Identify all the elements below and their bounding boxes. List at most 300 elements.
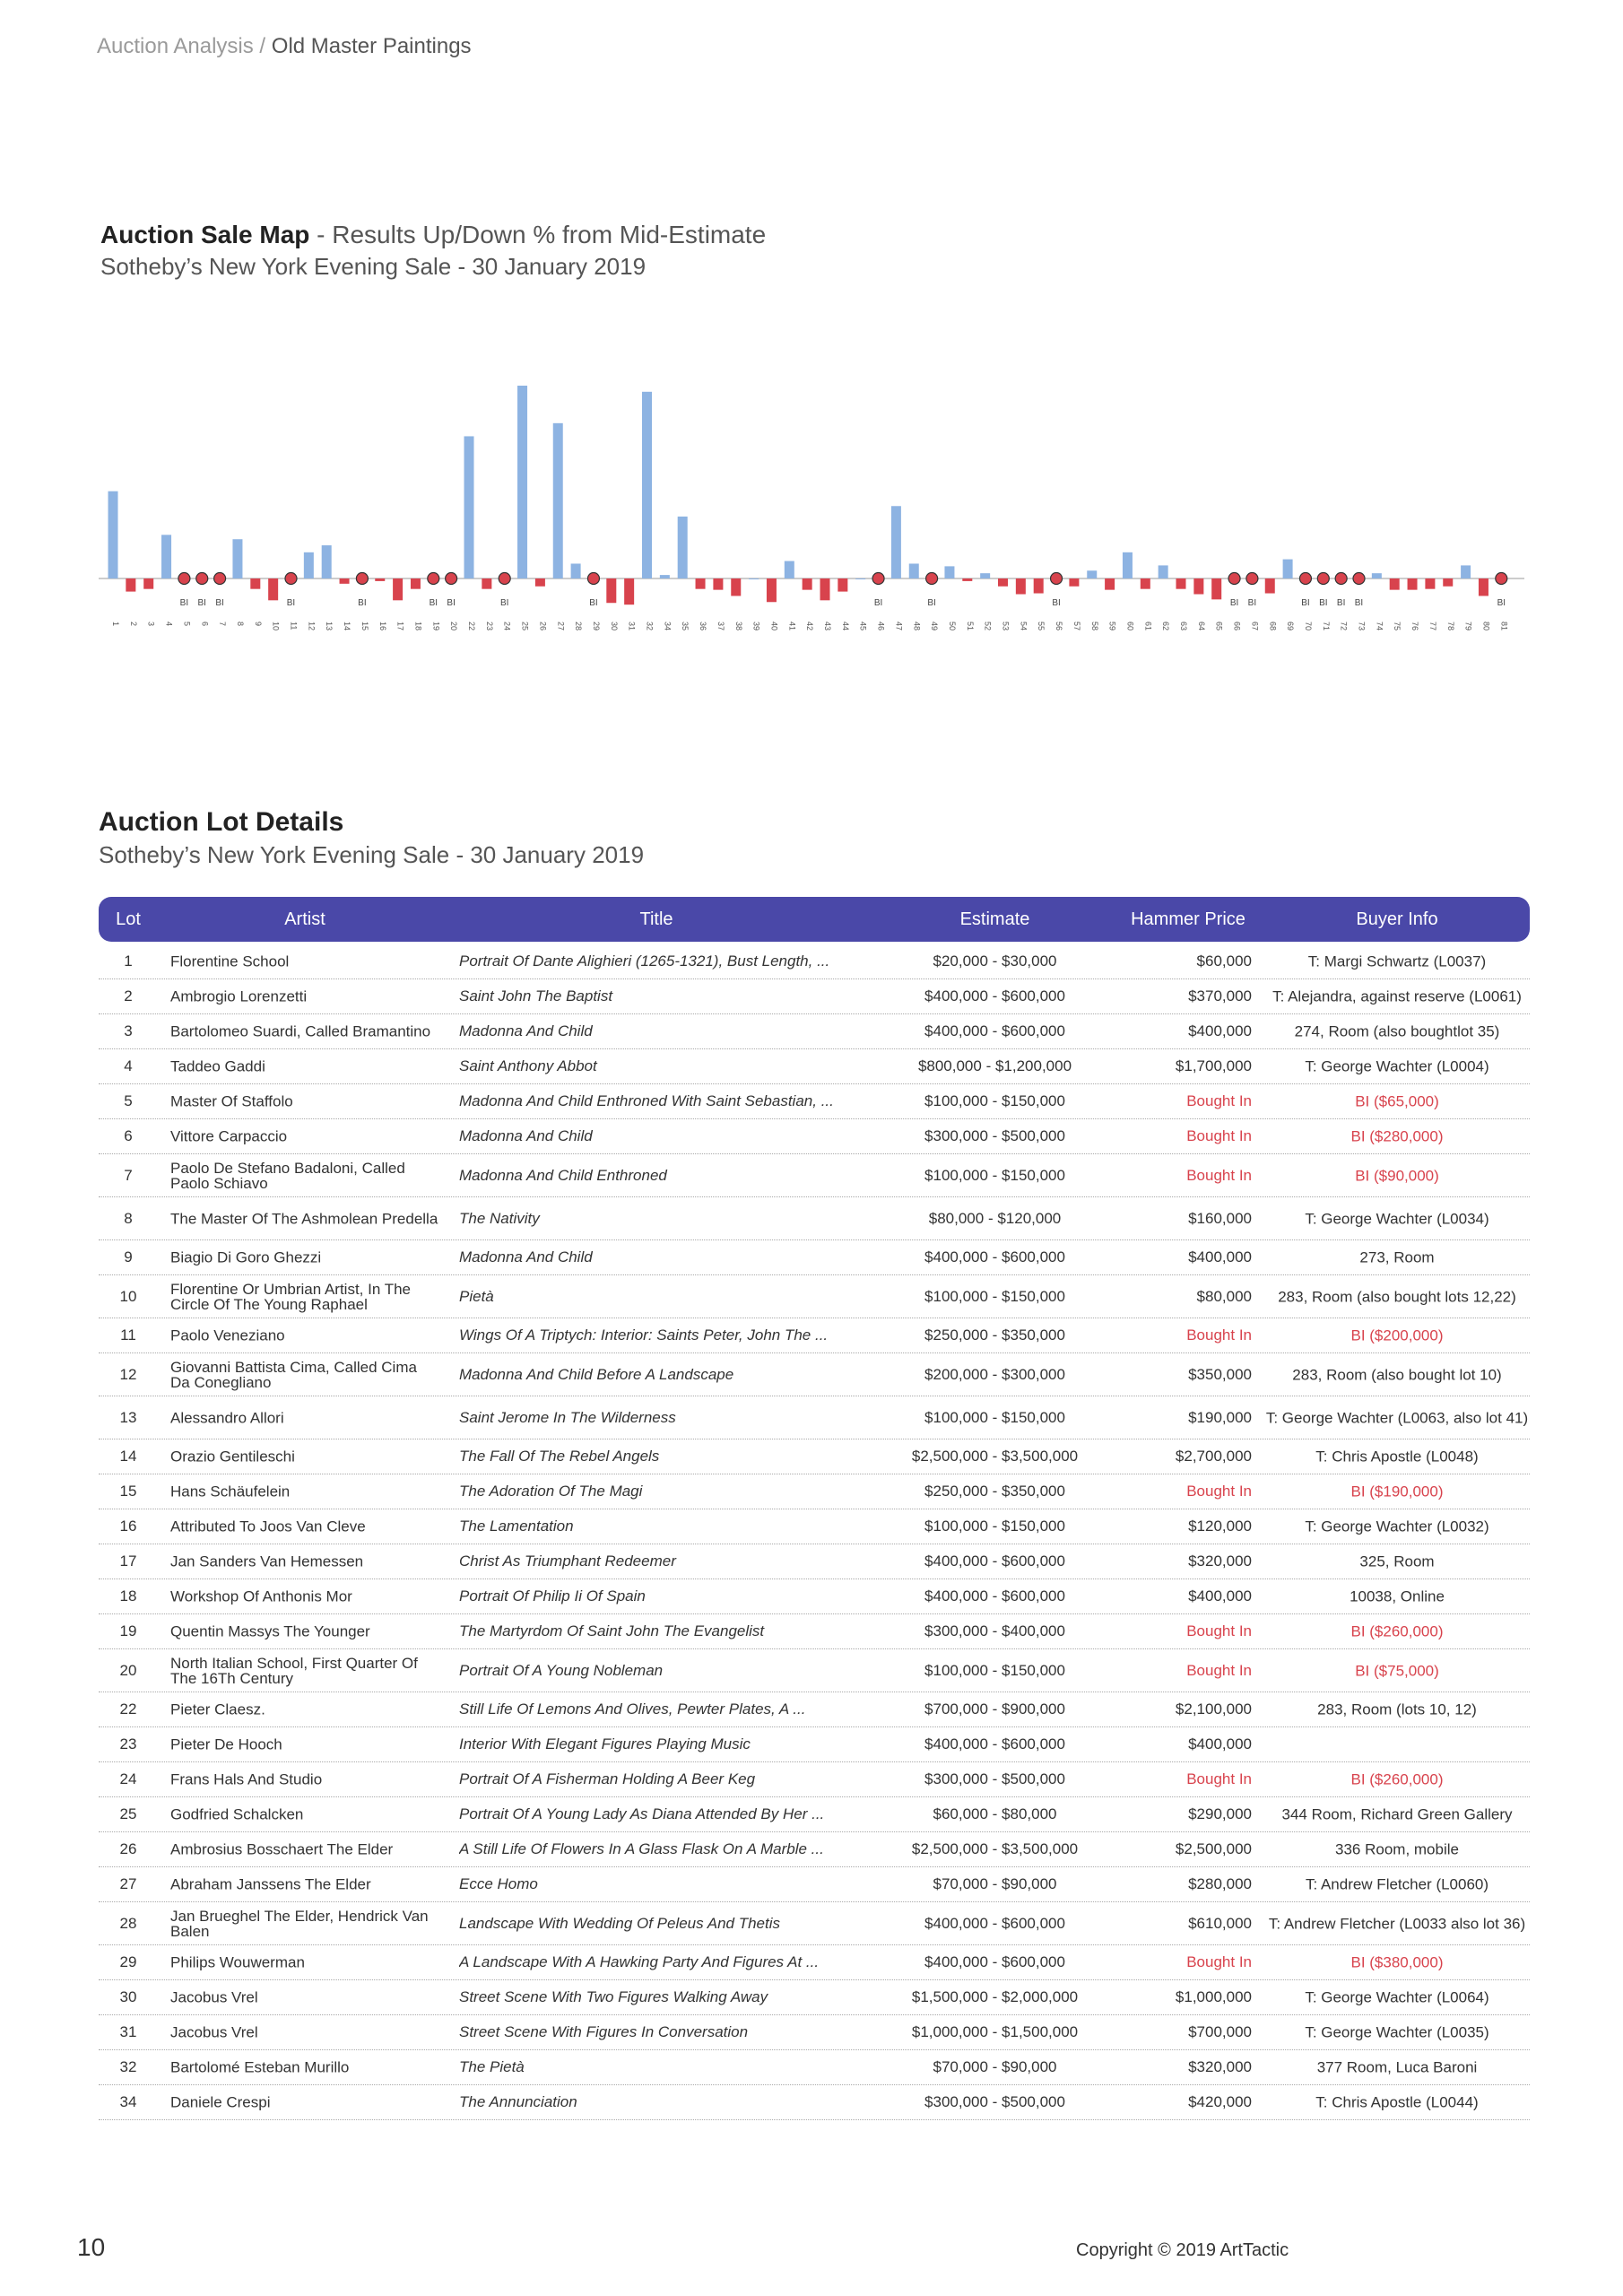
- bought-in-label: BI: [358, 598, 367, 608]
- header-lot: Lot: [116, 909, 141, 929]
- artist-cell: Quentin Massys The Younger: [170, 1622, 370, 1640]
- hammer-price-cell: $190,000: [1188, 1408, 1252, 1426]
- table-row: [99, 1049, 1530, 1084]
- x-tick-label: 25: [520, 622, 530, 631]
- bar: [962, 578, 972, 581]
- lot-cell: 32: [119, 2058, 137, 2075]
- x-tick-label: 19: [431, 622, 441, 631]
- title-cell: Still Life Of Lemons And Olives, Pewter Plates, A ...: [459, 1700, 806, 1718]
- x-tick-label: 24: [502, 622, 512, 631]
- buyer-info-cell: 344 Room, Richard Green Gallery: [1281, 1805, 1513, 1823]
- x-tick-label: 52: [983, 622, 993, 631]
- artist-cell: Alessandro Allori: [170, 1409, 284, 1426]
- bar: [411, 578, 421, 589]
- x-tick-label: 79: [1463, 622, 1473, 631]
- bought-in-label: BI: [589, 598, 598, 608]
- buyer-info-cell: 283, Room (lots 10, 12): [1317, 1700, 1477, 1718]
- bought-in-marker: [214, 573, 226, 585]
- bought-in-marker: [926, 573, 938, 585]
- bought-in-marker: [1317, 573, 1329, 585]
- lot-cell: 4: [124, 1057, 133, 1074]
- estimate-cell: $100,000 - $150,000: [924, 1166, 1065, 1184]
- title-cell: Landscape With Wedding Of Peleus And Thetis: [459, 1914, 780, 1932]
- hammer-price-cell: Bought In: [1186, 1326, 1252, 1344]
- x-tick-label: 51: [965, 622, 975, 631]
- x-tick-label: 7: [218, 622, 228, 627]
- title-cell: Christ As Triumphant Redeemer: [459, 1552, 676, 1570]
- bar: [696, 578, 706, 589]
- bar: [322, 545, 332, 578]
- bar: [1390, 578, 1400, 590]
- buyer-info-cell: 10038, Online: [1350, 1587, 1445, 1605]
- estimate-cell: $1,000,000 - $1,500,000: [911, 2023, 1079, 2040]
- hammer-price-cell: $400,000: [1188, 1587, 1252, 1605]
- bar: [749, 578, 759, 579]
- title-cell: Portrait Of Philip Ii Of Spain: [459, 1587, 646, 1605]
- x-tick-label: 74: [1375, 622, 1384, 631]
- x-tick-label: 29: [591, 622, 601, 631]
- x-tick-label: 58: [1089, 622, 1099, 631]
- bar: [464, 436, 474, 578]
- lot-cell: 20: [119, 1661, 137, 1679]
- bought-in-marker: [1335, 573, 1347, 585]
- x-tick-label: 43: [823, 622, 832, 631]
- x-tick-label: 62: [1161, 622, 1171, 631]
- hammer-price-cell: $400,000: [1188, 1248, 1252, 1265]
- hammer-price-cell: Bought In: [1186, 1483, 1252, 1500]
- estimate-cell: $400,000 - $600,000: [924, 1587, 1065, 1605]
- x-tick-label: 76: [1410, 622, 1420, 631]
- estimate-cell: $400,000 - $600,000: [924, 987, 1065, 1004]
- x-tick-label: 28: [574, 622, 584, 631]
- hammer-price-cell: $60,000: [1196, 952, 1252, 970]
- bar: [838, 578, 847, 592]
- hammer-price-cell: $370,000: [1188, 987, 1252, 1004]
- table-row: [99, 1945, 1530, 1980]
- title-cell: Street Scene With Two Figures Walking Away: [459, 1988, 768, 2005]
- table-row: [99, 1197, 1530, 1240]
- buyer-info-cell: BI ($75,000): [1355, 1662, 1439, 1679]
- table-row: [99, 1439, 1530, 1474]
- buyer-info-cell: T: George Wachter (L0035): [1305, 2023, 1489, 2041]
- x-tick-label: 31: [627, 622, 637, 631]
- lot-cell: 1: [124, 952, 133, 970]
- lot-cell: 31: [119, 2023, 137, 2040]
- lot-cell: 25: [119, 1805, 137, 1822]
- bar: [232, 539, 242, 578]
- x-tick-label: 55: [1037, 622, 1046, 631]
- x-tick-label: 3: [146, 622, 156, 627]
- bought-in-label: BI: [1247, 598, 1257, 608]
- bar: [1283, 560, 1293, 578]
- hammer-price-cell: $350,000: [1188, 1365, 1252, 1383]
- title-cell: Portrait Of A Young Nobleman: [459, 1661, 664, 1679]
- hammer-price-cell: $1,700,000: [1175, 1057, 1252, 1074]
- x-tick-label: 39: [751, 622, 761, 631]
- title-cell: The Fall Of The Rebel Angels: [459, 1448, 660, 1465]
- x-tick-label: 11: [289, 622, 299, 631]
- table-row: [99, 1014, 1530, 1049]
- table-row: [99, 1275, 1530, 1318]
- artist-cell: Jan Sanders Van Hemessen: [170, 1552, 364, 1570]
- hammer-price-cell: $2,500,000: [1175, 1840, 1252, 1857]
- bar: [1176, 578, 1186, 589]
- lot-cell: 34: [119, 2093, 137, 2110]
- lot-cell: 5: [124, 1092, 133, 1109]
- buyer-info-cell: T: Chris Apostle (L0044): [1315, 2093, 1479, 2111]
- x-tick-label: 38: [733, 622, 743, 631]
- lot-cell: 13: [119, 1408, 137, 1426]
- bar: [1034, 578, 1044, 594]
- lot-cell: 30: [119, 1988, 137, 2005]
- x-tick-label: 45: [858, 622, 868, 631]
- table-row: [99, 1318, 1530, 1353]
- table-row: [99, 1119, 1530, 1154]
- x-tick-label: 37: [716, 622, 725, 631]
- x-tick-label: 44: [840, 622, 850, 631]
- x-tick-label: 26: [538, 622, 548, 631]
- title-cell: The Annunciation: [459, 2093, 577, 2110]
- x-tick-label: 66: [1232, 622, 1242, 631]
- table-row: [99, 1692, 1530, 1727]
- table-header: [99, 897, 1530, 942]
- bought-in-marker: [428, 573, 439, 585]
- estimate-cell: $400,000 - $600,000: [924, 1552, 1065, 1570]
- x-tick-label: 53: [1001, 622, 1011, 631]
- artist-cell: Taddeo Gaddi: [170, 1057, 265, 1075]
- x-tick-label: 48: [912, 622, 922, 631]
- x-tick-label: 50: [947, 622, 957, 631]
- bar: [1193, 578, 1203, 595]
- bar: [375, 578, 385, 581]
- table-row: [99, 1980, 1530, 2015]
- x-tick-label: 10: [271, 622, 281, 631]
- x-tick-label: 6: [200, 622, 210, 627]
- title-cell: Saint Anthony Abbot: [459, 1057, 597, 1074]
- breadcrumb-separator: /: [253, 34, 272, 58]
- bought-in-label: BI: [1229, 598, 1239, 608]
- hammer-price-cell: Bought In: [1186, 1622, 1252, 1639]
- bought-in-marker: [178, 573, 190, 585]
- estimate-cell: $60,000 - $80,000: [933, 1805, 1057, 1822]
- hammer-price-cell: $400,000: [1188, 1735, 1252, 1752]
- bar: [944, 566, 954, 578]
- bought-in-marker: [1051, 573, 1063, 585]
- bar: [624, 578, 634, 604]
- x-tick-label: 60: [1125, 622, 1135, 631]
- title-cell: Saint John The Baptist: [459, 987, 613, 1004]
- buyer-info-cell: BI ($260,000): [1350, 1622, 1444, 1640]
- estimate-cell: $100,000 - $150,000: [924, 1287, 1065, 1305]
- estimate-cell: $100,000 - $150,000: [924, 1092, 1065, 1109]
- estimate-cell: $300,000 - $500,000: [924, 2093, 1065, 2110]
- title-cell: Madonna And Child Before A Landscape: [459, 1365, 734, 1383]
- x-tick-label: 35: [681, 622, 690, 631]
- title-cell: Madonna And Child Enthroned: [459, 1166, 667, 1184]
- estimate-cell: $250,000 - $350,000: [924, 1326, 1065, 1344]
- buyer-info-cell: T: George Wachter (L0063, also lot 41): [1265, 1409, 1529, 1426]
- artist-cell: Bartolomé Esteban Murillo: [170, 2058, 350, 2076]
- table-row: [99, 2085, 1530, 2120]
- bought-in-label: BI: [873, 598, 883, 608]
- bought-in-label: BI: [1319, 598, 1328, 608]
- hammer-price-cell: $280,000: [1188, 1875, 1252, 1892]
- hammer-price-cell: $610,000: [1188, 1914, 1252, 1932]
- bought-in-marker: [446, 573, 457, 585]
- x-tick-label: 59: [1107, 622, 1117, 631]
- x-tick-label: 15: [360, 622, 369, 631]
- lot-cell: 27: [119, 1875, 137, 1892]
- buyer-info-cell: 273, Room: [1359, 1248, 1435, 1266]
- artist-cell: Pieter Claesz.: [170, 1700, 265, 1718]
- artist-cell: Jacobus Vrel: [170, 2023, 258, 2041]
- bought-in-label: BI: [1052, 598, 1061, 608]
- x-tick-label: 14: [343, 622, 352, 631]
- hammer-price-cell: Bought In: [1186, 1661, 1252, 1679]
- sale-map-chart: [99, 359, 1524, 646]
- bought-in-label: BI: [429, 598, 438, 608]
- x-tick-label: 42: [805, 622, 815, 631]
- header-hammer-price: Hammer Price: [1131, 909, 1245, 929]
- chart-title-bold: Auction Sale Map: [100, 221, 310, 248]
- bar: [642, 392, 652, 578]
- bar: [1105, 578, 1115, 590]
- bought-in-label: BI: [197, 598, 206, 608]
- table-row: [99, 1762, 1530, 1797]
- x-tick-label: 17: [395, 622, 405, 631]
- buyer-info-cell: T: George Wachter (L0004): [1305, 1057, 1489, 1075]
- lot-cell: 15: [119, 1483, 137, 1500]
- table-row: [99, 1832, 1530, 1867]
- lot-cell: 23: [119, 1735, 137, 1752]
- copyright: Copyright © 2019 ArtTactic: [1076, 2240, 1289, 2260]
- estimate-cell: $100,000 - $150,000: [924, 1408, 1065, 1426]
- table-row: [99, 2050, 1530, 2085]
- bar: [1479, 578, 1488, 596]
- x-tick-label: 69: [1286, 622, 1296, 631]
- title-cell: Portrait Of Dante Alighieri (1265-1321), Bust Length, ...: [459, 952, 830, 970]
- bar: [161, 535, 171, 578]
- lot-cell: 18: [119, 1587, 137, 1605]
- table-row: [99, 2015, 1530, 2050]
- hammer-price-cell: $160,000: [1188, 1209, 1252, 1227]
- title-cell: Portrait Of A Young Lady As Diana Attended By Her ...: [459, 1805, 825, 1822]
- chart-title: [100, 221, 766, 249]
- table-row: [99, 1727, 1530, 1762]
- hammer-price-cell: Bought In: [1186, 1092, 1252, 1109]
- buyer-info-cell: T: Margi Schwartz (L0037): [1307, 952, 1487, 970]
- buyer-info-cell: BI ($200,000): [1350, 1326, 1444, 1344]
- x-tick-label: 30: [609, 622, 619, 631]
- estimate-cell: $400,000 - $600,000: [924, 1022, 1065, 1039]
- bar: [713, 578, 723, 590]
- estimate-cell: $300,000 - $400,000: [924, 1622, 1065, 1639]
- chart-title-rest: - Results Up/Down % from Mid-Estimate: [309, 221, 767, 248]
- estimate-cell: $800,000 - $1,200,000: [917, 1057, 1072, 1074]
- hammer-price-cell: $320,000: [1188, 1552, 1252, 1570]
- table-row: [99, 1353, 1530, 1396]
- bar: [731, 578, 741, 596]
- table-row: [99, 1509, 1530, 1544]
- breadcrumb: [97, 34, 472, 59]
- bought-in-marker: [1228, 573, 1240, 585]
- artist-cell: Attributed To Joos Van Cleve: [170, 1518, 366, 1535]
- x-tick-label: 49: [930, 622, 940, 631]
- bought-in-label: BI: [1354, 598, 1364, 608]
- bar: [1211, 578, 1221, 599]
- breadcrumb-section: Auction Analysis: [97, 34, 254, 58]
- x-tick-label: 12: [307, 622, 317, 631]
- artist-cell: Abraham Janssens The Elder: [170, 1875, 371, 1893]
- x-tick-label: 16: [378, 622, 387, 631]
- buyer-info-cell: T: Andrew Fletcher (L0033 also lot 36): [1268, 1915, 1526, 1932]
- buyer-info-cell: 377 Room, Luca Baroni: [1316, 2058, 1478, 2076]
- bar: [767, 578, 777, 602]
- bar: [1123, 552, 1133, 578]
- bought-in-label: BI: [499, 598, 509, 608]
- bought-in-marker: [1299, 573, 1311, 585]
- x-tick-label: 27: [556, 622, 566, 631]
- title-cell: Saint Jerome In The Wilderness: [459, 1408, 676, 1426]
- estimate-cell: $400,000 - $600,000: [924, 1914, 1065, 1932]
- buyer-info-cell: 283, Room (also bought lots 12,22): [1278, 1288, 1516, 1305]
- bar: [553, 423, 563, 578]
- hammer-price-cell: $420,000: [1188, 2093, 1252, 2110]
- artist-cell: Jan Brueghel The Elder, Hendrick Van Balen: [170, 1907, 429, 1940]
- estimate-cell: $2,500,000 - $3,500,000: [911, 1448, 1079, 1465]
- x-tick-label: 73: [1357, 622, 1367, 631]
- x-tick-label: 67: [1250, 622, 1260, 631]
- lot-cell: 8: [124, 1209, 133, 1227]
- table-row: [99, 1154, 1530, 1197]
- hammer-price-cell: $1,000,000: [1175, 1988, 1252, 2005]
- table-row: [99, 1544, 1530, 1579]
- artist-cell: Paolo De Stefano Badaloni, Called Paolo Schiavo: [170, 1159, 405, 1192]
- header-artist: Artist: [284, 909, 325, 929]
- x-tick-label: 80: [1481, 622, 1491, 631]
- bar: [517, 386, 527, 578]
- lot-cell: 10: [119, 1287, 137, 1305]
- buyer-info-cell: BI ($280,000): [1350, 1127, 1444, 1145]
- table-row: [99, 1084, 1530, 1119]
- artist-cell: Florentine School: [170, 952, 290, 970]
- title-cell: Madonna And Child Enthroned With Saint Sebastian, ...: [459, 1092, 834, 1109]
- table-row: [99, 1797, 1530, 1832]
- table-row: [99, 1396, 1530, 1439]
- bar: [304, 552, 314, 578]
- x-tick-label: 23: [484, 622, 494, 631]
- page-number: 10: [77, 2233, 106, 2261]
- x-tick-label: 41: [787, 622, 797, 631]
- x-tick-label: 77: [1428, 622, 1437, 631]
- bar: [1159, 565, 1168, 578]
- buyer-info-cell: T: George Wachter (L0034): [1305, 1210, 1489, 1227]
- table-row: [99, 1240, 1530, 1275]
- bar: [606, 578, 616, 603]
- lot-cell: 6: [124, 1127, 133, 1144]
- bought-in-marker: [499, 573, 510, 585]
- artist-cell: Giovanni Battista Cima, Called Cima Da Conegliano: [170, 1358, 417, 1391]
- buyer-info-cell: 325, Room: [1359, 1552, 1435, 1570]
- estimate-cell: $70,000 - $90,000: [933, 1875, 1057, 1892]
- bar: [1265, 578, 1275, 594]
- bar: [820, 578, 830, 600]
- artist-cell: Workshop Of Anthonis Mor: [170, 1587, 352, 1605]
- title-cell: The Pietà: [459, 2058, 525, 2075]
- artist-cell: North Italian School, First Quarter Of The 16Th Century: [170, 1654, 418, 1687]
- artist-cell: Master Of Staffolo: [170, 1092, 293, 1110]
- estimate-cell: $250,000 - $350,000: [924, 1483, 1065, 1500]
- buyer-info-cell: T: George Wachter (L0032): [1305, 1518, 1489, 1535]
- lot-cell: 28: [119, 1914, 137, 1932]
- lot-cell: 11: [120, 1326, 136, 1344]
- artist-cell: Orazio Gentileschi: [170, 1448, 295, 1465]
- x-tick-label: 68: [1268, 622, 1278, 631]
- bar: [108, 491, 118, 578]
- lot-details-subtitle: Sotheby’s New York Evening Sale - 30 January 2019: [99, 841, 645, 868]
- bar: [1425, 578, 1435, 589]
- hammer-price-cell: Bought In: [1186, 1770, 1252, 1787]
- hammer-price-cell: $120,000: [1188, 1518, 1252, 1535]
- bar: [678, 517, 688, 578]
- hammer-price-cell: $80,000: [1196, 1287, 1252, 1305]
- hammer-price-cell: Bought In: [1186, 1127, 1252, 1144]
- x-tick-label: 9: [253, 622, 263, 627]
- bought-in-label: BI: [1497, 598, 1506, 608]
- hammer-price-cell: $2,100,000: [1175, 1700, 1252, 1718]
- title-cell: Madonna And Child: [459, 1022, 593, 1039]
- bar: [785, 561, 794, 578]
- estimate-cell: $400,000 - $600,000: [924, 1953, 1065, 1970]
- bought-in-label: BI: [179, 598, 189, 608]
- buyer-info-cell: 274, Room (also boughtlot 35): [1294, 1022, 1500, 1040]
- buyer-info-cell: T: George Wachter (L0064): [1305, 1988, 1489, 2006]
- x-tick-label: 40: [769, 622, 779, 631]
- title-cell: Wings Of A Triptych: Interior: Saints Peter, John The ...: [459, 1326, 829, 1344]
- title-cell: Interior With Elegant Figures Playing Music: [459, 1735, 751, 1752]
- title-cell: Portrait Of A Fisherman Holding A Beer Keg: [459, 1770, 756, 1787]
- artist-cell: Paolo Veneziano: [170, 1326, 285, 1344]
- estimate-cell: $100,000 - $150,000: [924, 1661, 1065, 1679]
- lot-cell: 29: [119, 1953, 137, 1970]
- lot-cell: 2: [124, 987, 133, 1004]
- x-tick-label: 22: [467, 622, 476, 631]
- bought-in-marker: [587, 573, 599, 585]
- table-row: [99, 1614, 1530, 1649]
- title-cell: Madonna And Child: [459, 1248, 593, 1265]
- bought-in-marker: [196, 573, 208, 585]
- hammer-price-cell: $700,000: [1188, 2023, 1252, 2040]
- buyer-info-cell: 283, Room (also bought lot 10): [1292, 1366, 1502, 1383]
- buyer-info-cell: T: Chris Apostle (L0048): [1315, 1448, 1479, 1465]
- x-tick-label: 2: [128, 622, 138, 627]
- title-cell: The Lamentation: [459, 1518, 574, 1535]
- x-tick-label: 20: [449, 622, 459, 631]
- table-row: [99, 1902, 1530, 1945]
- x-tick-label: 47: [894, 622, 904, 631]
- hammer-price-cell: $320,000: [1188, 2058, 1252, 2075]
- artist-cell: Hans Schäufelein: [170, 1483, 291, 1500]
- estimate-cell: $20,000 - $30,000: [933, 952, 1057, 970]
- x-tick-label: 70: [1303, 622, 1313, 631]
- bar: [1372, 573, 1382, 578]
- table-row: [99, 1867, 1530, 1902]
- header-title: Title: [639, 909, 673, 929]
- x-tick-label: 81: [1499, 622, 1509, 631]
- x-tick-label: 46: [876, 622, 886, 631]
- bought-in-label: BI: [215, 598, 224, 608]
- header-buyer-info: Buyer Info: [1356, 909, 1438, 929]
